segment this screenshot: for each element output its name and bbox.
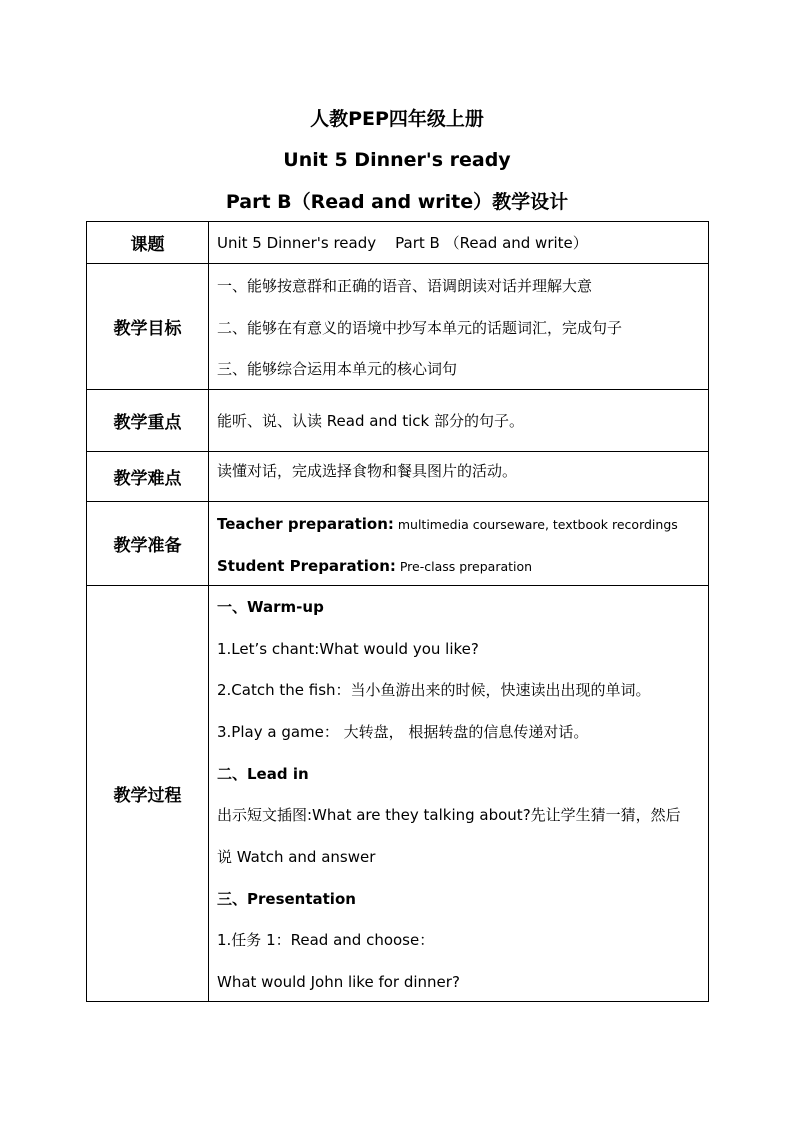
label-process: 教学过程 — [87, 586, 209, 1002]
row-objectives — [87, 264, 709, 390]
key-points-value: 能听、说、认读 Read and tick 部分的句子。 — [217, 412, 524, 430]
section-heading: 二、Lead in — [217, 765, 309, 783]
topic-value: Unit 5 Dinner's ready Part B （Read and write） — [217, 234, 588, 252]
teacher-prep-label: Teacher preparation: — [217, 515, 394, 533]
process-line: 1.Let’s chant:What would you like? — [217, 640, 479, 658]
section-heading: 一、Warm-up — [217, 598, 324, 616]
section-heading: 三、Presentation — [217, 890, 356, 908]
title-unit: Unit 5 Dinner's ready — [283, 149, 511, 171]
objective-item: 三、能够综合运用本单元的核心词句 — [217, 360, 458, 378]
process-line: 出示短文插图:What are they talking about?先让学生猜一猜，然后 — [217, 806, 681, 824]
objective-item: 二、能够在有意义的语境中抄写本单元的话题词汇，完成句子 — [217, 319, 623, 337]
label-topic: 课题 — [87, 222, 209, 264]
title-part: Part B（Read and write）教学设计 — [225, 191, 569, 213]
row-topic — [87, 222, 709, 264]
label-difficulties: 教学难点 — [87, 452, 209, 502]
row-preparation — [87, 502, 709, 586]
process-line: 1.任务 1：Read and choose： — [217, 931, 435, 949]
row-key-points — [87, 390, 709, 452]
process-line: 3.Play a game： 大转盘， 根据转盘的信息传递对话。 — [217, 723, 589, 741]
row-difficulties — [87, 452, 709, 502]
label-key-points: 教学重点 — [87, 390, 209, 452]
row-process — [87, 586, 709, 1002]
process-line: 说 Watch and answer — [217, 848, 376, 866]
objective-item: 一、能够按意群和正确的语音、语调朗读对话并理解大意 — [217, 277, 593, 295]
label-objectives: 教学目标 — [87, 264, 209, 390]
process-line: 2.Catch the fish：当小鱼游出来的时候，快速读出出现的单词。 — [217, 681, 651, 699]
lesson-plan-table — [86, 221, 709, 1002]
process-line: What would John like for dinner? — [217, 973, 460, 991]
label-preparation: 教学准备 — [87, 502, 209, 586]
teacher-prep-value: multimedia courseware, textbook recordings — [393, 517, 678, 532]
title-grade: 人教PEP四年级上册 — [310, 108, 484, 130]
student-prep-label: Student Preparation: — [217, 557, 396, 575]
student-prep-value: Pre-class preparation — [395, 559, 533, 574]
difficulties-value: 读懂对话，完成选择食物和餐具图片的活动。 — [217, 462, 518, 480]
